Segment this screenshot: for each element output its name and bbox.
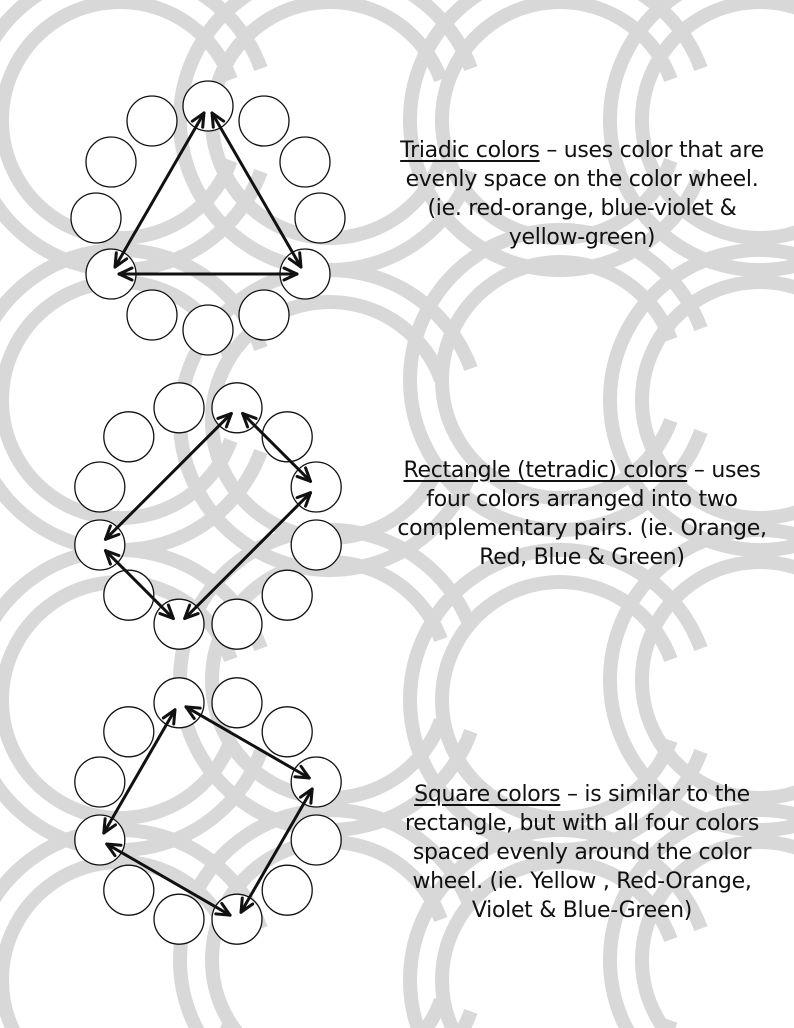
square-description: – is similar to the rectangle, but with all four colors spaced evenly around the color wheel. (ie. Yellow , Red-Orange, Violet & Blue-Green) (404, 782, 760, 923)
color-wheel-circle (104, 865, 154, 915)
square-wheel-circles (75, 678, 341, 944)
color-wheel-circle (212, 894, 262, 944)
triadic-description: – uses color that are evenly space on the color wheel. (ie. red-orange, blue-violet & yellow-green) (405, 138, 764, 250)
color-wheel-circle (154, 678, 204, 728)
square-term: Square colors (414, 782, 561, 807)
triadic-caption (388, 136, 776, 252)
color-wheel-circle (212, 678, 262, 728)
rectangle-description: – uses four colors arranged into two complementary pairs. (ie. Orange, Red, Blue & Green) (397, 458, 767, 570)
color-wheel-circle (291, 815, 341, 865)
color-wheel-circle (291, 757, 341, 807)
color-wheel-circle (154, 894, 204, 944)
color-wheel-circle (75, 815, 125, 865)
color-wheel-circle (262, 707, 312, 757)
color-wheel-circle (104, 707, 154, 757)
color-wheel-circle (262, 865, 312, 915)
color-wheel-circle (75, 757, 125, 807)
square-caption (388, 780, 776, 925)
rectangle-term: Rectangle (tetradic) colors (403, 458, 688, 483)
triadic-term: Triadic colors (400, 138, 540, 163)
rectangle-caption (388, 456, 776, 572)
